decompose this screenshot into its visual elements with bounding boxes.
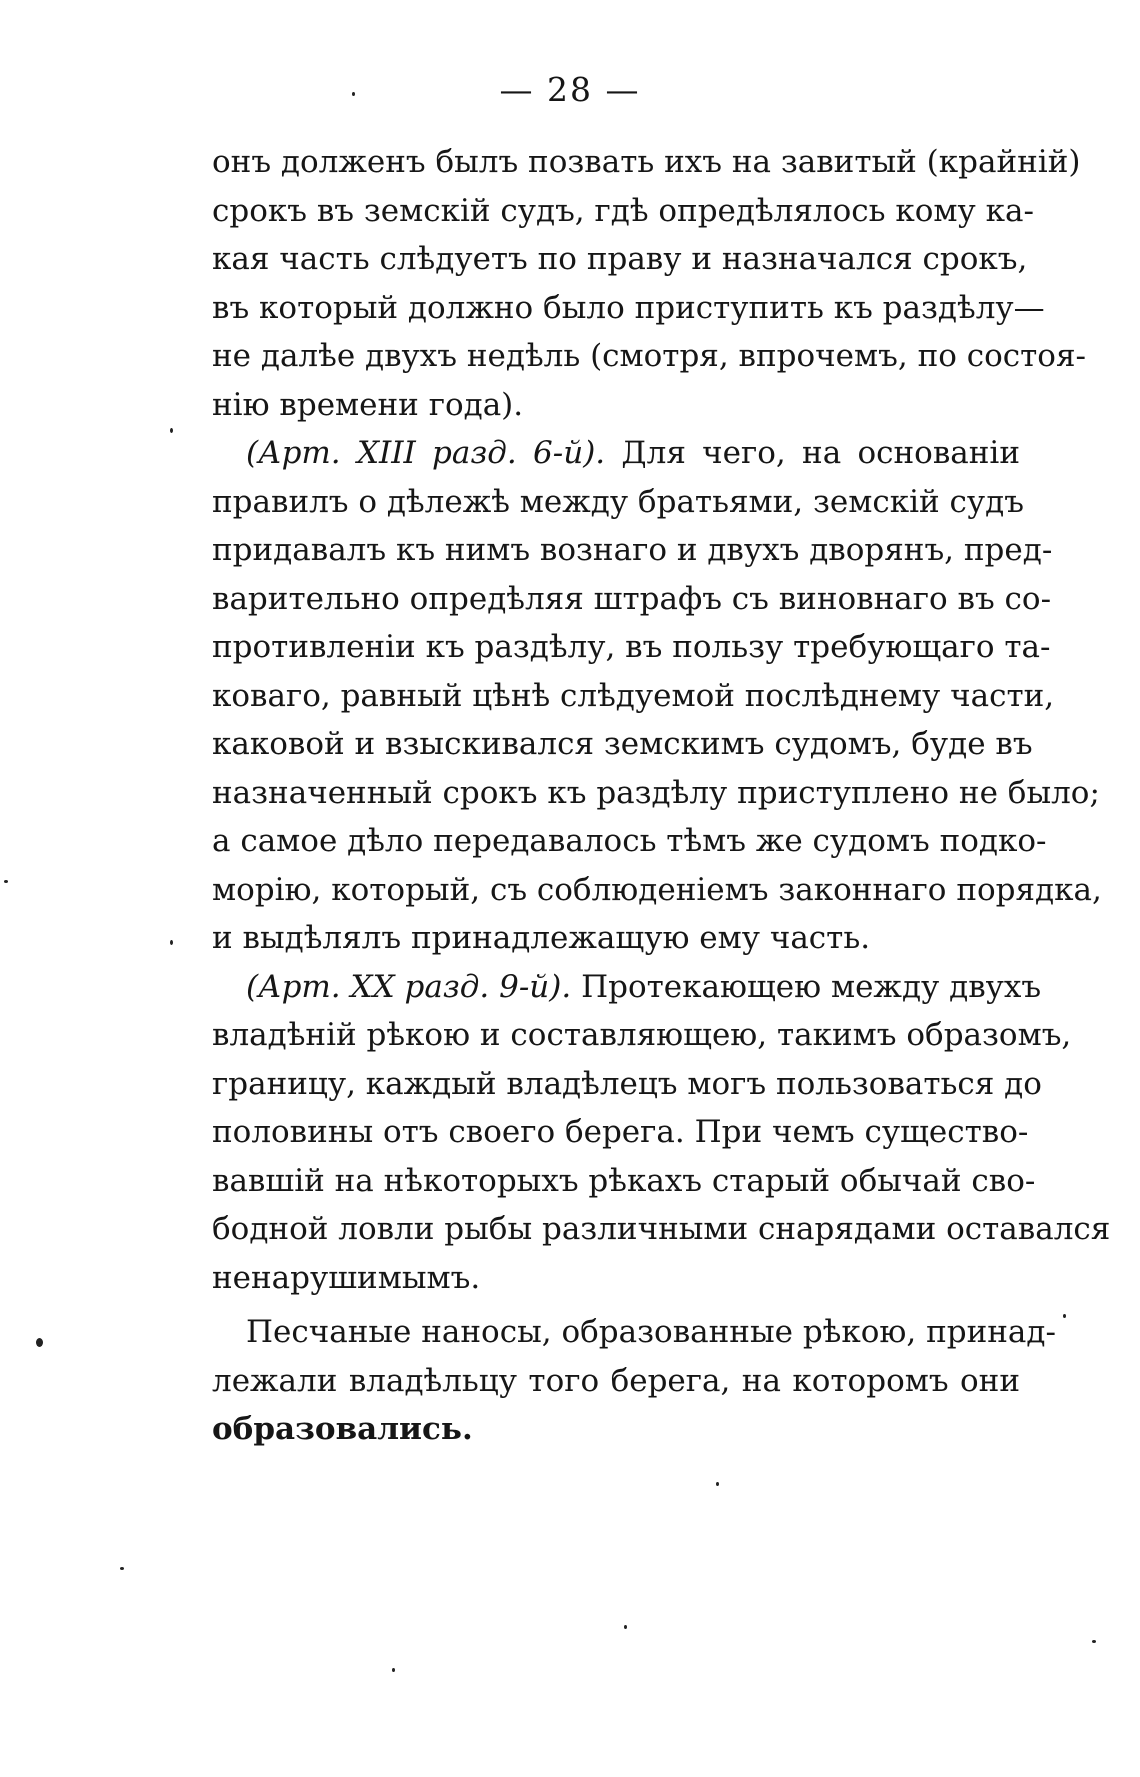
text-line: Песчаные наносы, образованные рѣкою, принад- [246,1314,1056,1350]
text-line: и выдѣлялъ принадлежащую ему часть. [212,920,871,956]
paragraph-2 [212,429,1102,963]
text-line: владѣній рѣкою и составляющею, такимъ образомъ, [212,1017,1072,1053]
text-line: противленіи къ раздѣлу, въ пользу требующаго та- [212,629,1051,665]
paragraph-3 [212,963,1111,1303]
text-line: а самое дѣло передавалось тѣмъ же судомъ подко- [212,823,1047,859]
text-line: лежали владѣльцу того берега, на которомъ они [212,1362,1020,1399]
text-line: онъ долженъ былъ позвать ихъ на завитый (крайній) [212,144,1081,180]
article-reference: (Арт. XX разд. 9-й). [246,968,572,1005]
scan-speck [352,92,355,96]
scan-speck [1063,1314,1066,1318]
text-line: срокъ въ земскій судъ, гдѣ опредѣлялось кому ка- [212,192,1034,229]
scan-speck [1092,1640,1096,1643]
text-line: вавшій на нѣкоторыхъ рѣкахъ старый обычай сво- [212,1162,1036,1199]
article-reference: (Арт. XIII разд. 6-й). [246,435,606,471]
text-line: половины отъ своего берега. При чемъ существо- [212,1114,1029,1150]
text-line: придавалъ къ нимъ вознаго и двухъ дворянъ, пред- [212,532,1053,568]
text-line: назначенный срокъ къ раздѣлу приступлено не было; [212,774,1100,811]
scan-speck [4,880,8,883]
text-line: ненарушимымъ. [212,1259,481,1296]
text-line: нію времени года). [212,386,524,423]
text-line: границу, каждый владѣлецъ могъ пользоваться до [212,1065,1042,1102]
scan-speck [716,1482,719,1486]
scan-speck [170,940,173,945]
text-line: не далѣе двухъ недѣль (смотря, впрочемъ, по состоя- [212,338,1086,374]
text-line: образовались. [212,1411,473,1447]
scan-speck [392,1668,395,1672]
text-line: кая часть слѣдуетъ по праву и назначался срокъ, [212,241,1028,277]
text-line [212,429,1020,478]
text-line: правилъ о дѣлежѣ между братьями, земскій судъ [212,483,1024,520]
text-line: варительно опредѣляя штрафъ съ виновнаго въ со- [212,580,1052,617]
scan-speck [36,1338,43,1347]
paragraph-1 [212,138,1086,429]
text-fragment: Протекающею между двухъ [571,968,1042,1005]
scan-speck [170,428,173,433]
paragraph-4 [212,1308,1056,1454]
text-line: каковой и взыскивался земскимъ судомъ, буде въ [212,726,1033,762]
text-line: коваго, равный цѣнѣ слѣдуемой послѣднему части, [212,677,1055,714]
text-line [212,963,1042,1012]
text-fragment: Для чего, на основаніи [605,435,1020,471]
scan-speck [120,1567,124,1570]
text-line: морію, который, съ соблюденіемъ законнаго порядка, [212,871,1102,908]
page-number: — 28 — [499,70,641,109]
scan-speck [624,1625,627,1629]
text-line: бодной ловли рыбы различными снарядами оставался [212,1211,1111,1247]
text-line: въ который должно было приступить къ раздѣлу— [212,289,1045,326]
body-text [212,138,1111,1454]
